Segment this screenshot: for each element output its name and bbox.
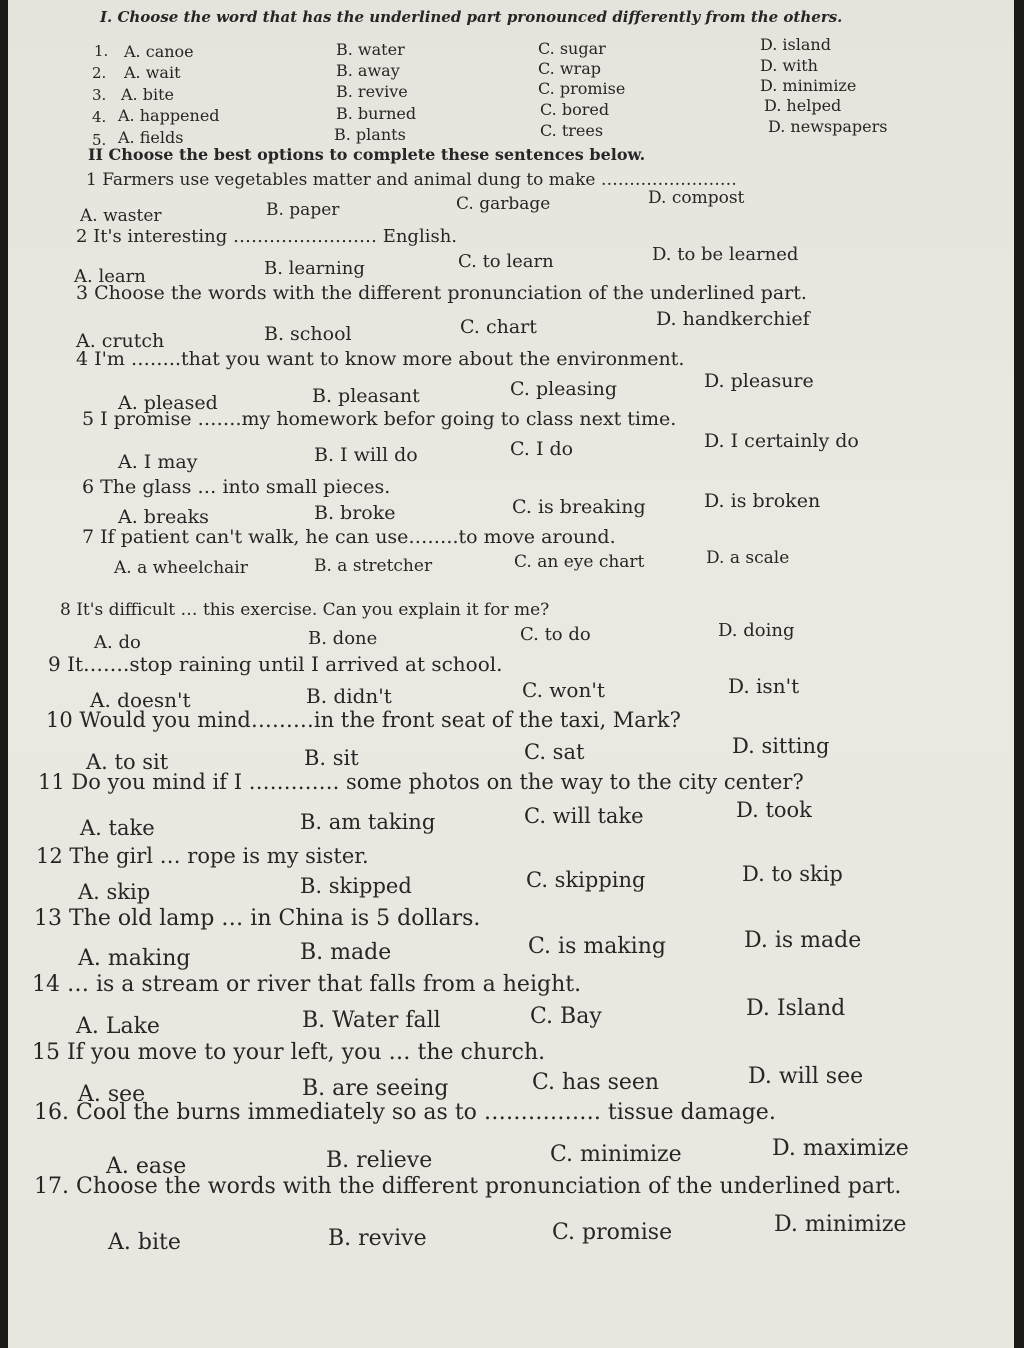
- option-b: B. learning: [264, 258, 365, 279]
- part1-heading: I. Choose the word that has the underlined part pronounced differently from the others.: [100, 8, 843, 26]
- option-c: C. chart: [460, 316, 537, 338]
- option-c: C. minimize: [550, 1142, 682, 1167]
- question-3: 3 Choose the words with the different pronunciation of the underlined part.: [76, 282, 807, 304]
- question-10: 10 Would you mind………in the front seat of the taxi, Mark?: [46, 708, 681, 732]
- option-d: D. to be learned: [652, 244, 799, 265]
- option-b: B. a stretcher: [314, 556, 433, 576]
- option-c: C. promise: [538, 79, 626, 98]
- option-b: B. made: [300, 940, 392, 965]
- option-c: C. wrap: [538, 59, 601, 78]
- option-c: C. to learn: [458, 251, 554, 272]
- question-1: 1 Farmers use vegetables matter and animal dung to make ……………………: [86, 170, 737, 190]
- option-a: A. see: [78, 1082, 146, 1107]
- option-c: C. pleasing: [510, 378, 617, 400]
- question-15: 15 If you move to your left, you … the church.: [32, 1040, 546, 1065]
- option-d: D. Island: [746, 996, 846, 1021]
- option-b: B. are seeing: [302, 1076, 449, 1101]
- row-number: 4.: [92, 108, 107, 126]
- option-a: A. Lake: [76, 1014, 160, 1039]
- question-12: 12 The girl … rope is my sister.: [36, 844, 369, 868]
- option-b: B. I will do: [314, 444, 418, 466]
- option-d: D. minimize: [774, 1212, 907, 1237]
- option-d: D. a scale: [706, 548, 790, 568]
- option-b: B. done: [308, 628, 378, 649]
- option-a: A. do: [94, 632, 141, 653]
- question-9: 9 It…….stop raining until I arrived at school.: [48, 652, 503, 676]
- option-d: D. helped: [764, 96, 842, 115]
- question-17: 17. Choose the words with the different pronunciation of the underlined part.: [34, 1174, 902, 1199]
- option-b: B. revive: [328, 1226, 427, 1251]
- option-a: A. crutch: [76, 330, 165, 352]
- option-a: A. happened: [118, 106, 220, 125]
- row-number: 1.: [94, 42, 109, 60]
- row-number: 2.: [92, 64, 107, 82]
- option-d: D. is broken: [704, 490, 821, 512]
- option-a: A. pleased: [118, 392, 218, 414]
- option-a: A. ease: [106, 1154, 187, 1179]
- option-b: B. am taking: [300, 810, 436, 834]
- option-a: A. bite: [121, 85, 174, 104]
- option-c: C. is making: [528, 934, 666, 959]
- question-4: 4 I'm ……..that you want to know more about the environment.: [76, 348, 685, 370]
- option-c: C. sat: [524, 740, 585, 764]
- option-b: B. sit: [304, 746, 359, 770]
- option-b: B. didn't: [306, 684, 392, 708]
- option-c: C. bored: [540, 100, 610, 119]
- option-d: D. I certainly do: [704, 430, 859, 452]
- option-d: D. is made: [744, 928, 862, 953]
- question-8: 8 It's difficult … this exercise. Can you explain it for me?: [60, 600, 550, 620]
- option-c: C. I do: [510, 438, 574, 460]
- option-b: B. paper: [266, 200, 340, 220]
- option-a: A. bite: [108, 1230, 181, 1255]
- row-number: 3.: [92, 86, 107, 104]
- option-d: D. will see: [748, 1064, 864, 1089]
- option-c: C. has seen: [532, 1070, 660, 1095]
- question-13: 13 The old lamp … in China is 5 dollars.: [34, 906, 481, 931]
- option-d: D. maximize: [772, 1136, 909, 1161]
- option-c: C. promise: [552, 1220, 673, 1245]
- option-a: A. fields: [118, 128, 184, 147]
- option-b: B. broke: [314, 502, 396, 524]
- option-d: D. to skip: [742, 862, 843, 886]
- option-a: A. a wheelchair: [114, 558, 248, 578]
- question-5: 5 I promise …….my homework befor going to class next time.: [82, 408, 677, 430]
- option-c: C. to do: [520, 624, 591, 645]
- option-d: D. took: [736, 798, 812, 822]
- option-a: A. learn: [74, 266, 146, 287]
- row-number: 5.: [92, 131, 107, 149]
- option-c: C. is breaking: [512, 496, 646, 518]
- option-a: A. doesn't: [90, 688, 191, 712]
- option-b: B. relieve: [326, 1148, 433, 1173]
- option-b: B. burned: [336, 104, 417, 123]
- question-16: 16. Cool the burns immediately so as to ……………. tissue damage.: [34, 1100, 776, 1125]
- option-d: D. with: [760, 56, 818, 75]
- option-d: D. minimize: [760, 76, 857, 95]
- option-b: B. school: [264, 323, 352, 345]
- option-d: D. sitting: [732, 734, 830, 758]
- option-a: A. I may: [118, 451, 198, 473]
- option-c: C. trees: [540, 121, 604, 140]
- option-a: A. skip: [78, 880, 151, 904]
- option-c: C. sugar: [538, 39, 606, 58]
- question-14: 14 … is a stream or river that falls from a height.: [32, 972, 582, 997]
- option-b: B. revive: [336, 82, 408, 101]
- option-d: D. handkerchief: [656, 308, 810, 330]
- question-6: 6 The glass … into small pieces.: [82, 476, 391, 498]
- option-a: A. waster: [80, 206, 162, 226]
- option-a: A. breaks: [118, 506, 209, 528]
- option-b: B. Water fall: [302, 1008, 441, 1033]
- question-7: 7 If patient can't walk, he can use……..to move around.: [82, 526, 616, 548]
- option-c: C. won't: [522, 678, 605, 702]
- option-a: A. wait: [124, 63, 181, 82]
- option-b: B. plants: [334, 125, 406, 144]
- option-b: B. away: [336, 61, 400, 80]
- option-d: D. newspapers: [768, 117, 888, 136]
- option-a: A. to sit: [86, 750, 169, 774]
- option-a: A. take: [80, 816, 155, 840]
- option-c: C. an eye chart: [514, 552, 645, 572]
- option-a: A. making: [78, 946, 191, 971]
- option-c: C. Bay: [530, 1004, 602, 1029]
- option-c: C. garbage: [456, 194, 551, 214]
- option-d: D. isn't: [728, 674, 800, 698]
- option-c: C. will take: [524, 804, 644, 828]
- option-a: A. canoe: [124, 42, 194, 61]
- question-11: 11 Do you mind if I …………. some photos on the way to the city center?: [38, 770, 804, 794]
- worksheet-page: [8, 0, 1014, 1348]
- option-d: D. island: [760, 35, 831, 54]
- option-c: C. skipping: [526, 868, 646, 892]
- option-b: B. skipped: [300, 874, 412, 898]
- option-d: D. doing: [718, 620, 795, 641]
- option-b: B. pleasant: [312, 385, 420, 407]
- option-b: B. water: [336, 40, 405, 59]
- option-d: D. pleasure: [704, 370, 814, 392]
- question-2: 2 It's interesting …………………… English.: [76, 226, 458, 247]
- option-d: D. compost: [648, 188, 745, 208]
- part2-heading: II Choose the best options to complete these sentences below.: [88, 145, 646, 164]
